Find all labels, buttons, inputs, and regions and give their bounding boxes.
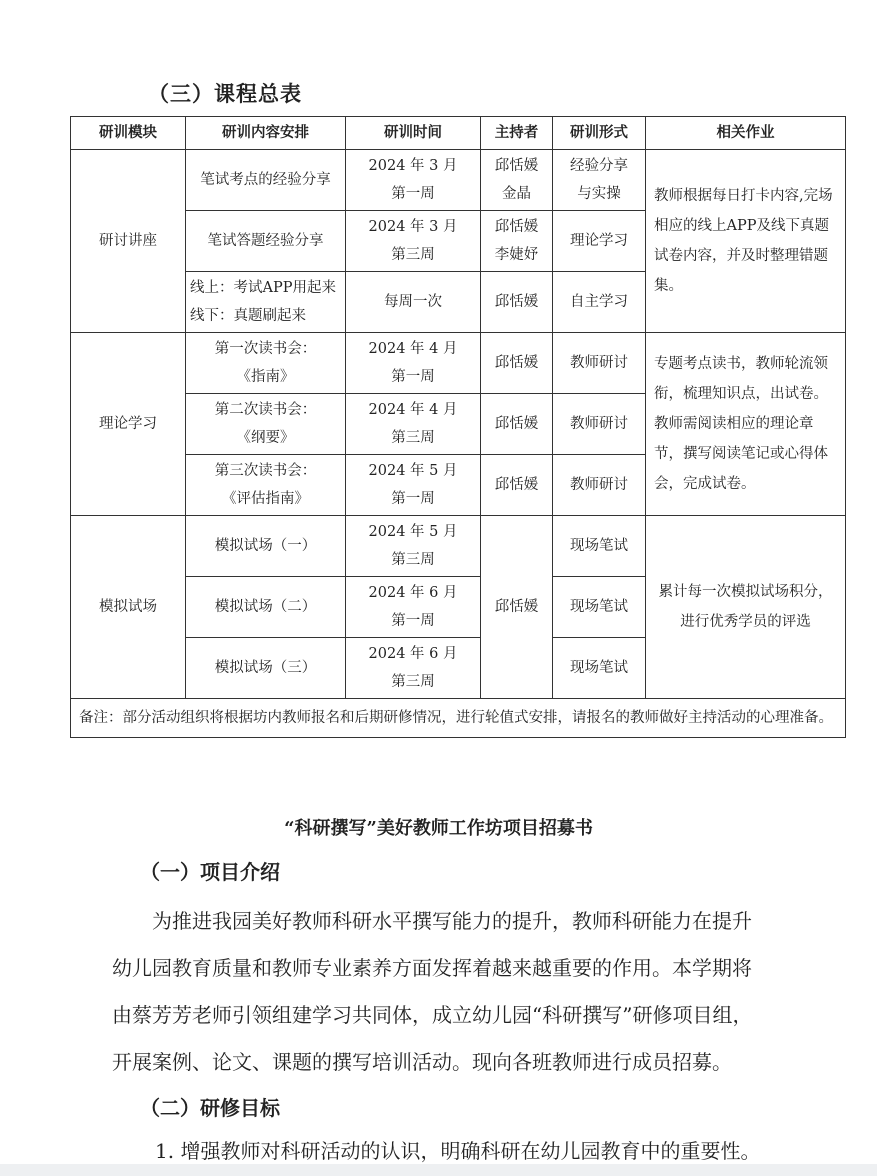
row-form: 理论学习: [553, 211, 646, 272]
intro-paragraph: [112, 898, 792, 1086]
row-time: 2024 年 5 月 第三周: [346, 516, 481, 577]
document-title: “科研撰写”美好教师工作坊项目招募书: [284, 818, 593, 839]
goal-heading: （二）研修目标: [140, 1096, 280, 1120]
row-time: 2024 年 3 月 第三周: [346, 211, 481, 272]
page-bottom-edge: [0, 1164, 877, 1176]
goal-item: 1. 增强教师对科研活动的认识，明确科研在幼儿园教育中的重要性。: [155, 1139, 761, 1163]
table-row: [71, 516, 846, 577]
row-content: 第二次读书会： 《纲要》: [186, 394, 346, 455]
header-host: 主持者: [481, 117, 553, 150]
intro-line: 由蔡芳芳老师引领组建学习共同体，成立幼儿园“科研撰写”研修项目组，: [112, 1003, 753, 1027]
module-theory: 理论学习: [71, 333, 186, 516]
row-form: 现场笔试: [553, 577, 646, 638]
row-host: 邱恬媛 金晶: [481, 150, 553, 211]
homework-mock: 累计每一次模拟试场积分，进行优秀学员的评选: [646, 516, 846, 699]
row-time: 2024 年 3 月 第一周: [346, 150, 481, 211]
row-host: 邱恬媛: [481, 455, 553, 516]
row-form: 自主学习: [553, 272, 646, 333]
row-host: 邱恬媛: [481, 272, 553, 333]
table-row: [71, 150, 846, 211]
homework-seminar: 教师根据每日打卡内容,完场相应的线上APP及线下真题试卷内容，并及时整理错题集。: [646, 150, 846, 333]
row-content: 笔试答题经验分享: [186, 211, 346, 272]
row-form: 经验分享 与实操: [553, 150, 646, 211]
row-content: 模拟试场（一）: [186, 516, 346, 577]
course-schedule-table: [70, 116, 846, 738]
homework-theory: 专题考点读书，教师轮流领衔，梳理知识点，出试卷。教师需阅读相应的理论章节，撰写阅读笔记或心得体会，完成试卷。: [646, 333, 846, 516]
module-mock: 模拟试场: [71, 516, 186, 699]
row-form: 教师研讨: [553, 394, 646, 455]
table-header-row: [71, 117, 846, 150]
row-content: 第三次读书会： 《评估指南》: [186, 455, 346, 516]
row-host: 邱恬媛 李婕妤: [481, 211, 553, 272]
row-content: 笔试考点的经验分享: [186, 150, 346, 211]
table-note: 备注：部分活动组织将根据坊内教师报名和后期研修情况，进行轮值式安排，请报名的教师做好主持活动的心理准备。: [71, 699, 846, 738]
header-form: 研训形式: [553, 117, 646, 150]
row-host: 邱恬媛: [481, 333, 553, 394]
row-time: 2024 年 6 月 第一周: [346, 577, 481, 638]
section-title: （三）课程总表: [148, 81, 302, 106]
intro-line: 为推进我园美好教师科研水平撰写能力的提升，教师科研能力在提升: [152, 909, 752, 933]
row-content: 模拟试场（三）: [186, 638, 346, 699]
row-host: 邱恬媛: [481, 394, 553, 455]
note-row: [71, 699, 846, 738]
row-time: 2024 年 4 月 第一周: [346, 333, 481, 394]
table-row: [71, 333, 846, 394]
row-form: 现场笔试: [553, 638, 646, 699]
row-time: 2024 年 5 月 第一周: [346, 455, 481, 516]
row-time: 每周一次: [346, 272, 481, 333]
row-content: 模拟试场（二）: [186, 577, 346, 638]
row-time: 2024 年 6 月 第三周: [346, 638, 481, 699]
header-homework: 相关作业: [646, 117, 846, 150]
row-content: 线上：考试APP用起来 线下：真题刷起来: [186, 272, 346, 333]
row-time: 2024 年 4 月 第三周: [346, 394, 481, 455]
intro-line: 幼儿园教育质量和教师专业素养方面发挥着越来越重要的作用。本学期将: [112, 956, 752, 980]
header-time: 研训时间: [346, 117, 481, 150]
header-content: 研训内容安排: [186, 117, 346, 150]
intro-line: 开展案例、论文、课题的撰写培训活动。现向各班教师进行成员招募。: [112, 1050, 732, 1074]
row-form: 现场笔试: [553, 516, 646, 577]
header-module: 研训模块: [71, 117, 186, 150]
row-content: 第一次读书会： 《指南》: [186, 333, 346, 394]
row-form: 教师研讨: [553, 333, 646, 394]
row-host-mock: 邱恬媛: [481, 516, 553, 699]
module-seminar: 研讨讲座: [71, 150, 186, 333]
intro-heading: （一）项目介绍: [140, 860, 280, 884]
row-form: 教师研讨: [553, 455, 646, 516]
